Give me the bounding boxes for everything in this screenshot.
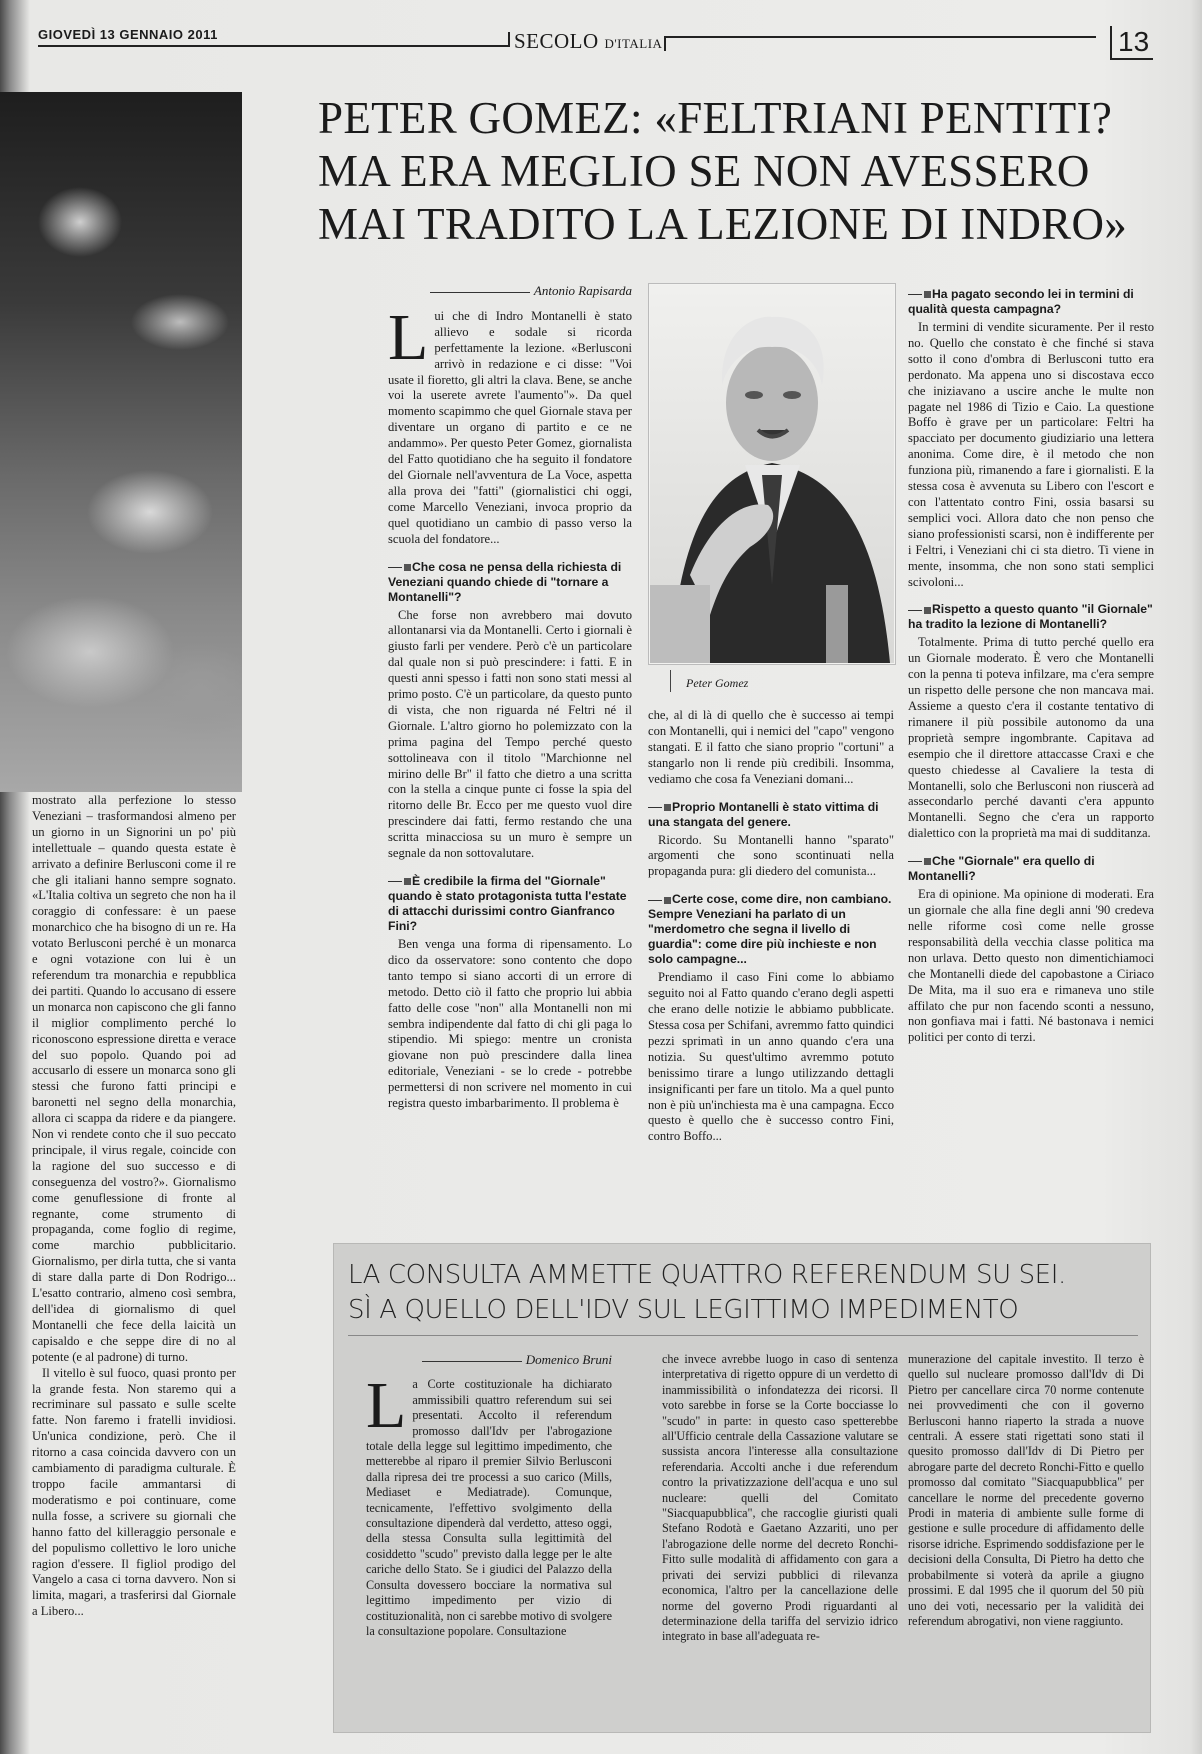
question-2-text: È credibile la firma del "Giornale" quando è stato protagonista tutta l'estate di attacchi durissimi contro Gianfranco Fini? [388,874,627,933]
article-byline: Antonio Rapisarda [388,283,632,299]
issue-date: GIOVEDÌ 13 GENNAIO 2011 [38,27,218,42]
left-column [32,793,236,1743]
portrait-illustration [650,285,894,663]
answer-5: In termini di vendite sicuramente. Per il resto no. Quello che constato è che finché si stava sotto il cono d'ombra di Berlusconi tutto era perdonato. Ma appena uno si discostava ecco che iniziavano a uscire anche le multe non pagate nel 1986 di Tizio e Caio. La questione Boffo è grave per un particolare: Feltri ha spacciato per documento giudiziario una lettera anonima. Come dire, è il metodo che non funziona più, rimanendo a fare i giornalisti. E la stessa cosa è avvenuta su Libero con l'escort e con l'attentato contro Fini, ossia basarsi su semplici voci. Allora dato che non penso che siano professionisti scarsi, non è indifferente per i Feltri, i Veneziani chi ci sta dietro. Ti viene in mente, insomma, che non sono stati semplici scivoloni... [908,320,1154,589]
question-marker-icon [388,560,412,575]
answer-2: Ben venga una forma di ripensamento. Lo dico da osservatore: sono contento che dopo tanto tempo si siano accorti di un errore di metodo. Detto ciò il fatto che proprio lui abbia fatto delle cose "non" alla Montanelli non mi sembra indipendente dal fatto di chi gli paga lo stipendio. Mi spiego: mentre un cronista giovane non può prescindere dalla linea editoriale, Veneziani - se lo crede - potrebbe permettersi di non scrivere nel momento in cui registra questo imbarbarimento. Il problema è [388,937,632,1111]
article-column-2 [648,708,894,1213]
article-lead: ui che di Indro Montanelli è stato allievo e sodale si ricorda perfettamente la lezione. «Berlusconi arrivò in redazione e ci disse: "Voi usate il fioretto, gli altri la clava. Bene, se anche voi la userete avrete l'aumento"». Da quel momento scapimmo che quel Giornale stava per diventare un organo di partito e ce ne andammo». Per questo Peter Gomez, giornalista del Fatto quotidiano che ha seguito il fondatore del Giornale nell'avventura de La Voce, aspetta alla prova dei "fatti" (giornalistici chi oggi, come Marcello Veneziani, invoca proprio da quel quotidiano un cambio di passo verso la scuola del fondatore... [388,308,632,546]
sidebar-column-3 [908,1352,1144,1724]
sidebar-column-1 [366,1352,612,1724]
question-5 [908,287,1154,317]
answer-1: Che forse non avrebbero mai dovuto allontanarsi via da Montanelli. Certo i giornali è giusto farli per vendere. Però c'è un particolare dal quale non si può prescindere: i fatti. E in questi anni spesso i fatti non sono stati messi al primo posto. C'è un particolare, da questo punto di vista, che non riguarda né Feltri né il Giornale. L'altro giorno ho polemizzato con la prima pagina del Tempo perché questo sottolineava con il titolo "Marchionne nel mirino delle Br" il fatto che dietro a una scritta con la stella a cinque punte ci fosse la spia del ritorno delle Br. Ecco per me questo vuol dire prescindere dai fatti, fermo restando che una scritta minacciosa su un muro è sempre un segnale da non sottovalutare. [388,607,632,861]
newspaper-name-main: SECOLO [514,29,599,53]
question-6-text: Rispetto a questo quanto "il Giornale" ha tradito la lezione di Montanelli? [908,602,1153,632]
header-rule-right [666,36,1096,38]
answer-7: Era di opinione. Ma opinione di moderati. Era un giornale che alla fine degli anni '90 credeva nelle riforme così come nelle grosse responsabilità della vecchia classe politica ma non urlava. Detto questo non dimentichiamoci che Montanelli diede del capobastone a Ciriaco De Mita, ma il suo era e rimaneva uno stile affilato che pur non facendo sconti a nessuno, non gonfiava mai i fatti. Né bastonava i nemici politici per conto di terzi. [908,887,1154,1045]
question-marker-icon [908,854,932,869]
question-3-text: Proprio Montanelli è stato vittima di una stangata del genere. [648,799,879,829]
sidebar-headline-line-1: LA CONSULTA AMMETTE QUATTRO REFERENDUM SU SEI. [348,1260,1066,1290]
newspaper-name [514,29,662,54]
question-7-text: Che "Giornale" era quello di Montanelli? [908,854,1095,884]
question-marker-icon [908,287,932,302]
newspaper-name-suffix: D'ITALIA [604,36,663,51]
sidebar-dropcap: L [366,1369,407,1443]
headline [318,92,1178,251]
question-7 [908,854,1154,884]
headline-line-2: MA ERA MEGLIO SE NON AVESSERO [318,146,1090,196]
answer-2-continued: che, al di là di quello che è successo ai tempi con Montanelli, qui i nemici del "capo" vengono stangati. E il fatto che siano proprio "cortuni" a stangarlo non li rende più credibili. Insomma, vediamo che cosa fa Veneziani domani... [648,708,894,786]
left-column-text: mostrato alla perfezione lo stesso Veneziani – trasformandosi almeno per un giorno in un Signorini un po' più intellettuale – quando questa estate è arrivato a definire Berlusconi come il re che gli italiani hanno sempre sognato. «L'Italia coltiva un segreto che non ha il coraggio di confessare: è un paese monarchico che ha bisogno di un re. Ha votato Berlusconi perché è un monarca e ogni votazione con lui è un referendum tra monarchia e repubblica dei partiti. Quando lo accusano di essere un monarca non capiscono che gli fanno il miglior complimento perché lo riconoscono espressione diretta e verace del suo popolo. Quando poi ad accusarlo di essere un monarca sono gli stessi che furono fatti principi e baronetti nel segno della monarchia, allora ci scappa da ridere e da piangere. Non vi rendete conto che il suo peccato principale, il virus regale, coincide con la ragione del suo successo e di conseguenza del vostro?». Giornalismo come genuflessione di fronte al regnante, come strumento di propaganda, come foglio di regime, come marchio pubblicitario. Giornalismo, per dirla tutta, che si vanta di stare dalla parte di Don Rodrigo... L'esatto contrario, almeno così sembra, dell'idea di giornalismo di quel Montanelli che fece della laicità un capisaldo e che seppe dire di no al potente (e al padrone) di turno. [32,793,236,1364]
question-marker-icon [648,892,672,907]
header-rule-left [38,45,508,47]
question-1 [388,560,632,605]
page-number: 13 [1110,26,1153,60]
headline-line-1: PETER GOMEZ: «FELTRIANI PENTITI? [318,93,1113,143]
left-column-text-2: Il vitello è sul fuoco, quasi pronto per la grande festa. Non staremo qui a recriminare sul passato e sulle scelte fatte. Non faremo i fratelli invidiosi. Un'unica condizione, però. Che il ritorno a casa coincida davvero con un cambiamento di paradigma culturale. È troppo facile ammantarsi di moderatismo e poi continuare, come nulla fosse, a scrivere su giornali che hanno fatto del killeraggio personale e del populismo collettivo le loro uniche ragion d'essere. Il figliol prodigo del Vangelo a casa ci torna davvero. Non si limita, magari, a trasferirsi dal Giornale a Libero... [32,1365,236,1619]
question-marker-icon [648,800,672,815]
sidebar-rule [348,1335,1138,1336]
portrait-photo [648,283,896,665]
question-2 [388,874,632,934]
sidebar-headline-line-2: SÌ A QUELLO DELL'IDV SUL LEGITTIMO IMPEDIMENTO [348,1295,1019,1325]
header-tick [508,32,510,47]
sidebar-text-2: che invece avrebbe luogo in caso di sentenza interpretativa di rigetto oppure di un verdetto di inammissibilità o infondatezza dei ricorsi. Il voto sarebbe in forse se la Corte bocciasse lo "scudo" in parte: in questo caso spetterebbe all'Ufficio centrale della Cassazione valutare se sussista ancora l'interesse alla consultazione referendaria. Accolti anche i due referendum contro la privatizzazione dell'acqua e uno sul nucleare: quelli del Comitato "Siacquapubblica", che raccoglie giuristi quali Stefano Rodotà e Gaetano Azzariti, uno per l'abrogazione delle norme del decreto Ronchi-Fitto sulle modalità di affidamento con gara a privati dei servizi pubblici di rilevanza economica, l'altro per la cancellazione delle norme del governo Prodi riguardanti al determinazione della tariffa del servizio idrico integrato in base all'adeguata re- [662,1352,898,1644]
headline-line-3: MAI TRADITO LA LEZIONE DI INDRO» [318,199,1128,249]
question-6 [908,602,1154,632]
answer-3: Ricordo. Su Montanelli hanno "sparato" argomenti che sono scontinuati nella propaganda pura: gli diedero del comunista... [648,832,894,879]
sidebar-column-2 [662,1352,898,1724]
question-5-text: Ha pagato secondo lei in termini di qualità questa campagna? [908,287,1134,316]
article-column-1 [388,283,632,1213]
article-column-3 [908,283,1154,1213]
answer-6: Totalmente. Prima di tutto perché quello era un Giornale moderato. È vero che Montanelli con la penna ti poteva infilzare, ma c'era sempre un rispetto delle persone che non mancava mai. Assieme a questo c'era il costante tentativo di rimanere il più possibile autonomo da una proprietà sempre ingombrante. Capitava ad esempio che il direttore attaccasse Craxi e che questo chiedesse al Cavaliere la testa di Montanelli, solo che Berlusconi non riuscerà ad assecondarlo perché davanti c'era appunto Montanelli. Segno che c'era un rapporto dialettico con la proprietà ma mai di sudditanza. [908,635,1154,841]
question-3 [648,800,894,830]
question-marker-icon [388,874,412,889]
header-tick [664,36,666,51]
answer-4: Prendiamo il caso Fini come lo abbiamo seguito noi al Fatto quando c'erano degli aspetti che erano delle notizie le abbiamo pubblicate. Stessa cosa per Schifani, avremmo fatto quindici pezzi sprimatì in un anno quando c'era una notizia. Su quest'ultimo avremmo potuto benissimo tirare a lungo utilizzando dettagli insignificanti per fare un titolo. Ma a quel punto non è più un'inchiesta ma è una campagna. Ecco questo è quello che è successo contro Fini, contro Boffo... [648,970,894,1144]
question-4 [648,892,894,967]
article-dropcap: L [388,300,429,374]
photo-caption: Peter Gomez [686,676,749,690]
question-marker-icon [908,602,932,617]
sidebar-headline [348,1258,1138,1328]
caption-rule [670,670,671,692]
sidebar-text-1: a Corte costituzionale ha dichiarato ammissibili quattro referendum sui sei presentati. Accolto il referendum promosso dall'Idv per l'abrogazione totale della legge sul legittimo impedimento, che metterebbe al riparo il premier Silvio Berlusconi dalla ripresa dei tre processi a suo carico (Mills, Mediaset e Mediatrade). Comunque, tecnicamente, l'effettivo svolgimento della consultazione dipenderà dal verdetto, atteso oggi, della stessa Consulta sulla legittimità del cosiddetto "scudo" previsto dalla legge per le alte cariche dello Stato. Se i giudici del Palazzo della Consulta dovessero bocciare la normativa sul legittimo impedimento per vizio di costituzionalità, non ci sarebbe motivo di svolgere la consultazione popolare. Consultazione [366,1377,612,1638]
sidebar-text-3: munerazione del capitale investito. Il terzo è quello sul nucleare promosso dall'Idv di Di Pietro per cancellare circa 70 norme contenute nei provvedimenti che con il governo Berlusconi hanno riaperto la strada a nuove centrali. A essere stati rigettati sono stati il quesito promosso dall'Idv di Di Pietro per abrogare parte del decreto Ronchi-Fitto e quello promosso dal comitato "Siacquapubblica" per cancellare le norme del precedente governo Prodi in materia di ambiente sulle forme di gestione e sulle procedure di affidamento delle risorse idriche. Esprimendo soddisfazione per le decisioni della Consulta, Di Pietro ha detto che probabilmente si voterà da aprile a giugno prossimi. E dal 1995 che il quorum del 50 più uno dei voti, necessario per la validità dei referendum abrogativi, non viene raggiunto. [908,1352,1144,1628]
blurred-photo [0,92,242,792]
sidebar-byline: Domenico Bruni [366,1352,612,1367]
question-1-text: Che cosa ne pensa della richiesta di Veneziani quando chiede di "tornare a Montanelli"? [388,559,622,604]
question-4-text: Certe cose, come dire, non cambiano. Sempre Veneziani ha parlato di un "merdometro che segna il livello di guardia": come dire più inchieste e non solo campagne... [648,892,892,967]
